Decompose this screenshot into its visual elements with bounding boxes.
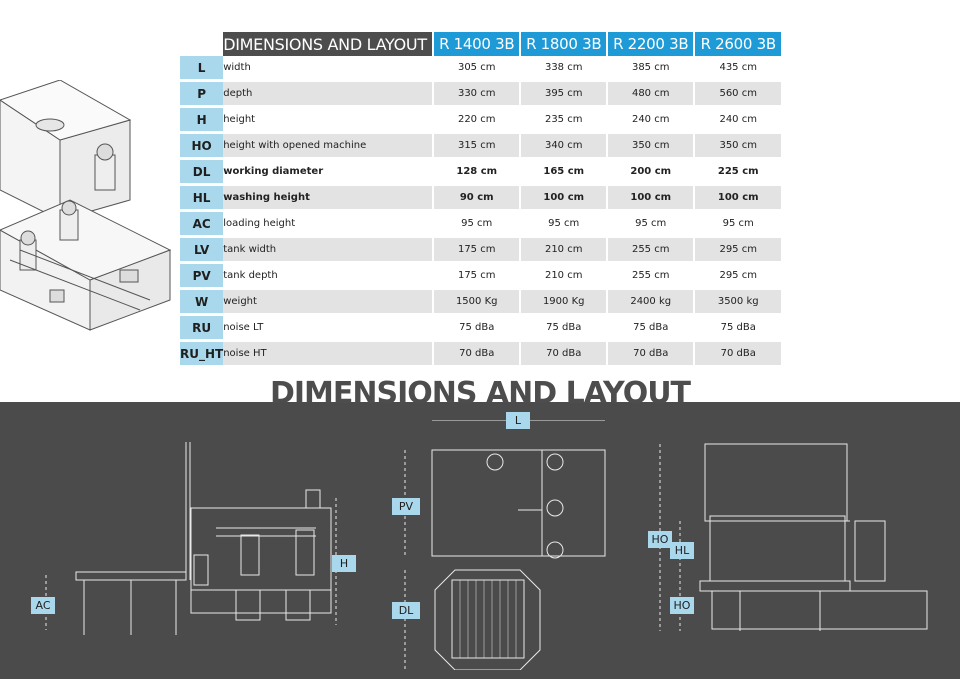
dimension-value: 2400 kg xyxy=(607,289,694,315)
dimension-value: 95 cm xyxy=(607,211,694,237)
dimension-value: 90 cm xyxy=(433,185,520,211)
dimension-value: 240 cm xyxy=(607,107,694,133)
dimension-value: 350 cm xyxy=(607,133,694,159)
dimension-value: 255 cm xyxy=(607,237,694,263)
table-row xyxy=(180,315,781,341)
table-row xyxy=(180,107,781,133)
dimension-label: height xyxy=(223,107,433,133)
dimension-value: 165 cm xyxy=(520,159,607,185)
dimension-value: 70 dBa xyxy=(433,341,520,367)
dimension-value: 225 cm xyxy=(694,159,781,185)
dimension-code: L xyxy=(180,56,223,81)
dimension-code: PV xyxy=(180,263,223,289)
dimension-value: 95 cm xyxy=(694,211,781,237)
dimension-code: AC xyxy=(180,211,223,237)
table-row xyxy=(180,81,781,107)
dimension-label: washing height xyxy=(223,185,433,211)
label-l: L xyxy=(506,412,530,429)
table-row xyxy=(180,56,781,81)
side-view-drawing xyxy=(36,440,356,635)
dimension-value: 220 cm xyxy=(433,107,520,133)
dimension-value: 175 cm xyxy=(433,263,520,289)
table-title: DIMENSIONS AND LAYOUT xyxy=(223,32,433,56)
dimension-value: 240 cm xyxy=(694,107,781,133)
dimension-value: 1500 Kg xyxy=(433,289,520,315)
dimension-value: 70 dBa xyxy=(694,341,781,367)
dimension-label: weight xyxy=(223,289,433,315)
dimension-value: 210 cm xyxy=(520,237,607,263)
model-header: R 2600 3B xyxy=(694,32,781,56)
isometric-machine-drawing xyxy=(0,80,180,350)
dimensions-table xyxy=(180,32,781,368)
model-header: R 2200 3B xyxy=(607,32,694,56)
dimension-label: tank depth xyxy=(223,263,433,289)
dimension-value: 95 cm xyxy=(433,211,520,237)
dimension-code: HO xyxy=(180,133,223,159)
dimension-value: 75 dBa xyxy=(520,315,607,341)
dimension-value: 100 cm xyxy=(694,185,781,211)
section-heading: DIMENSIONS AND LAYOUT xyxy=(269,376,691,411)
label-ho-top: HO xyxy=(648,531,672,548)
dimension-value: 175 cm xyxy=(433,237,520,263)
dimension-value: 350 cm xyxy=(694,133,781,159)
dimension-value: 255 cm xyxy=(607,263,694,289)
dimension-label: noise LT xyxy=(223,315,433,341)
table-header-row xyxy=(180,32,781,56)
dimension-value: 338 cm xyxy=(520,56,607,81)
dimension-code: HL xyxy=(180,185,223,211)
dimension-value: 235 cm xyxy=(520,107,607,133)
label-ho-bottom: HO xyxy=(670,597,694,614)
dimension-label: width xyxy=(223,56,433,81)
dimension-value: 295 cm xyxy=(694,237,781,263)
dimension-value: 395 cm xyxy=(520,81,607,107)
label-pv: PV xyxy=(392,498,420,515)
dimension-code: P xyxy=(180,81,223,107)
dimension-value: 435 cm xyxy=(694,56,781,81)
dimension-value: 330 cm xyxy=(433,81,520,107)
table-row xyxy=(180,237,781,263)
dimension-value: 1900 Kg xyxy=(520,289,607,315)
dimension-value: 315 cm xyxy=(433,133,520,159)
dimension-code: DL xyxy=(180,159,223,185)
label-dl: DL xyxy=(392,602,420,619)
label-ac: AC xyxy=(31,597,55,614)
dimension-label: depth xyxy=(223,81,433,107)
dimension-label: height with opened machine xyxy=(223,133,433,159)
dimension-code: W xyxy=(180,289,223,315)
dimension-value: 480 cm xyxy=(607,81,694,107)
model-header: R 1800 3B xyxy=(520,32,607,56)
dimension-value: 560 cm xyxy=(694,81,781,107)
dimension-code: RU_HT xyxy=(180,341,223,367)
top-view-drawing xyxy=(400,420,620,670)
dimension-value: 75 dBa xyxy=(607,315,694,341)
dimension-value: 75 dBa xyxy=(694,315,781,341)
table-row xyxy=(180,289,781,315)
dimension-value: 210 cm xyxy=(520,263,607,289)
dimension-value: 295 cm xyxy=(694,263,781,289)
dimension-value: 100 cm xyxy=(520,185,607,211)
table-row xyxy=(180,263,781,289)
dimension-code: H xyxy=(180,107,223,133)
dimension-value: 70 dBa xyxy=(520,341,607,367)
dimension-value: 305 cm xyxy=(433,56,520,81)
table-row xyxy=(180,211,781,237)
table-row xyxy=(180,185,781,211)
dimension-value: 100 cm xyxy=(607,185,694,211)
front-view-drawing xyxy=(650,436,950,636)
label-h: H xyxy=(332,555,356,572)
dimension-code: LV xyxy=(180,237,223,263)
dimension-value: 128 cm xyxy=(433,159,520,185)
dimension-label: tank width xyxy=(223,237,433,263)
dimension-value: 385 cm xyxy=(607,56,694,81)
dimension-value: 95 cm xyxy=(520,211,607,237)
dimension-value: 75 dBa xyxy=(433,315,520,341)
dimension-label: loading height xyxy=(223,211,433,237)
dimension-code: RU xyxy=(180,315,223,341)
table-row xyxy=(180,159,781,185)
model-header: R 1400 3B xyxy=(433,32,520,56)
table-row xyxy=(180,341,781,367)
dimension-value: 200 cm xyxy=(607,159,694,185)
header-corner xyxy=(180,32,223,56)
dimension-value: 70 dBa xyxy=(607,341,694,367)
dimension-label: noise HT xyxy=(223,341,433,367)
table-row xyxy=(180,133,781,159)
dimension-value: 340 cm xyxy=(520,133,607,159)
label-hl: HL xyxy=(670,542,694,559)
dimension-label: working diameter xyxy=(223,159,433,185)
dimension-value: 3500 kg xyxy=(694,289,781,315)
